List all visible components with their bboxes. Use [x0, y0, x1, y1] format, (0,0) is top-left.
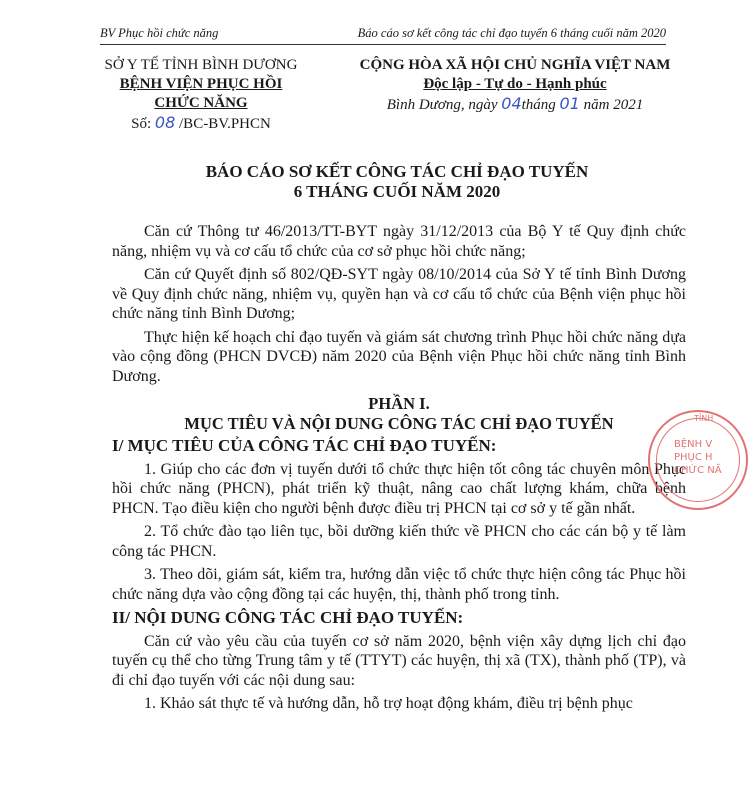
section-2-heading: II/ NỘI DUNG CÔNG TÁC CHỈ ĐẠO TUYẾN: [112, 608, 464, 627]
document-body [112, 222, 686, 718]
section-1-heading: I/ MỤC TIÊU CỦA CÔNG TÁC CHỈ ĐẠO TUYẾN: [112, 436, 497, 455]
stamp-line-3: CHỨC NĂ [674, 465, 722, 476]
title-line-1: BÁO CÁO SƠ KẾT CÔNG TÁC CHỈ ĐẠO TUYẾN [205, 162, 589, 181]
paragraph-basis-1: Căn cứ Thông tư 46/2013/TT-BYT ngày 31/12/2013 của Bộ Y tế Quy định chức năng, nhiệm vụ và cơ cấu tổ chức của cơ sở phục hồi chức năng; [112, 223, 686, 260]
issuer-department: SỞ Y TẾ TỈNH BÌNH DƯƠNG [104, 57, 298, 73]
stamp-line-1: BỆNH V [674, 439, 713, 450]
section-2-intro: Căn cứ vào yêu cầu của tuyến cơ sở năm 2020, bệnh viện xây dựng lịch chỉ đạo tuyến cụ thể cho từng Trung tâm y tế (TTYT) các huyện, thị xã (TX), thành phố (TP), và đi chỉ đạo tuyến với các nội dung sau: [112, 632, 686, 689]
document-number-suffix: /BC-BV.PHCN [179, 116, 271, 132]
red-seal-stamp [648, 410, 748, 510]
stamp-top-text: TỈNH [694, 414, 714, 423]
title-line-2: 6 THÁNG CUỐI NĂM 2020 [293, 182, 501, 201]
issuer-hospital: BỆNH VIỆN PHỤC HỒI CHỨC NĂNG [119, 76, 283, 111]
date-year: năm 2021 [583, 97, 644, 113]
part-label: PHẦN I. [368, 394, 430, 413]
running-header-right: Báo cáo sơ kết công tác chỉ đạo tuyến 6 tháng cuối năm 2020 [357, 26, 666, 40]
paragraph-basis-2: Căn cứ Quyết định số 802/QĐ-SYT ngày 08/10/2014 của Sở Y tế tỉnh Bình Dương về Quy định chức năng, nhiệm vụ, quyền hạn và cơ cấu tổ chức của Bệnh viện phục hồi chức năng tỉnh Bình Dương; [112, 266, 686, 322]
date-month-handwritten: 01 [559, 94, 580, 113]
section-1-item-2: 2. Tổ chức đào tạo liên tục, bồi dưỡng kiến thức về PHCN cho các cán bộ y tế làm công tác PHCN. [112, 523, 686, 560]
part-heading [112, 394, 686, 434]
national-motto: Độc lập - Tự do - Hạnh phúc [423, 76, 607, 92]
running-header-left: BV Phục hồi chức năng [100, 26, 219, 40]
date-prefix: Bình Dương, ngày [386, 97, 498, 113]
stamp-text [674, 438, 722, 477]
document-date [350, 94, 680, 115]
running-header [100, 26, 666, 45]
document-number [96, 113, 306, 134]
date-day-handwritten: 04 [501, 94, 522, 113]
document-number-handwritten: 08 [154, 113, 176, 132]
part-title: MỤC TIÊU VÀ NỘI DUNG CÔNG TÁC CHỈ ĐẠO TUYẾN [184, 414, 614, 433]
document-number-prefix: Số: [131, 116, 152, 132]
issuer-block [96, 56, 306, 134]
national-header [350, 56, 680, 115]
document-title [120, 162, 674, 202]
date-month-word: tháng [521, 97, 556, 113]
section-1-item-1: 1. Giúp cho các đơn vị tuyến dưới tổ chức thực hiện tốt công tác chuyên môn Phục hồi chức năng (PHCN), phát triển kỹ thuật, nâng cao chất lượng khám, chữa bệnh PHCN. Tạo điều kiện cho người bệnh được điều trị PHCN tại cơ sở y tế gần nhất. [112, 460, 686, 517]
country-name: CỘNG HÒA XÃ HỘI CHỦ NGHĨA VIỆT NAM [359, 57, 671, 73]
stamp-line-2: PHỤC H [674, 452, 713, 463]
section-1-item-3: 3. Theo dõi, giám sát, kiểm tra, hướng dẫn việc tổ chức thực hiện công tác Phục hồi chức năng dựa vào cộng đồng tại các huyện, thị, thành phố trong tỉnh. [112, 566, 686, 603]
paragraph-implementation: Thực hiện kế hoạch chỉ đạo tuyến và giám sát chương trình Phục hồi chức năng dựa vào cộng đồng (PHCN DVCĐ) năm 2020 của Bệnh viện Phục hồi chức năng tỉnh Bình Dương. [112, 328, 686, 385]
section-2-item-1: 1. Khảo sát thực tế và hướng dẫn, hỗ trợ hoạt động khám, điều trị bệnh phục [144, 695, 633, 712]
